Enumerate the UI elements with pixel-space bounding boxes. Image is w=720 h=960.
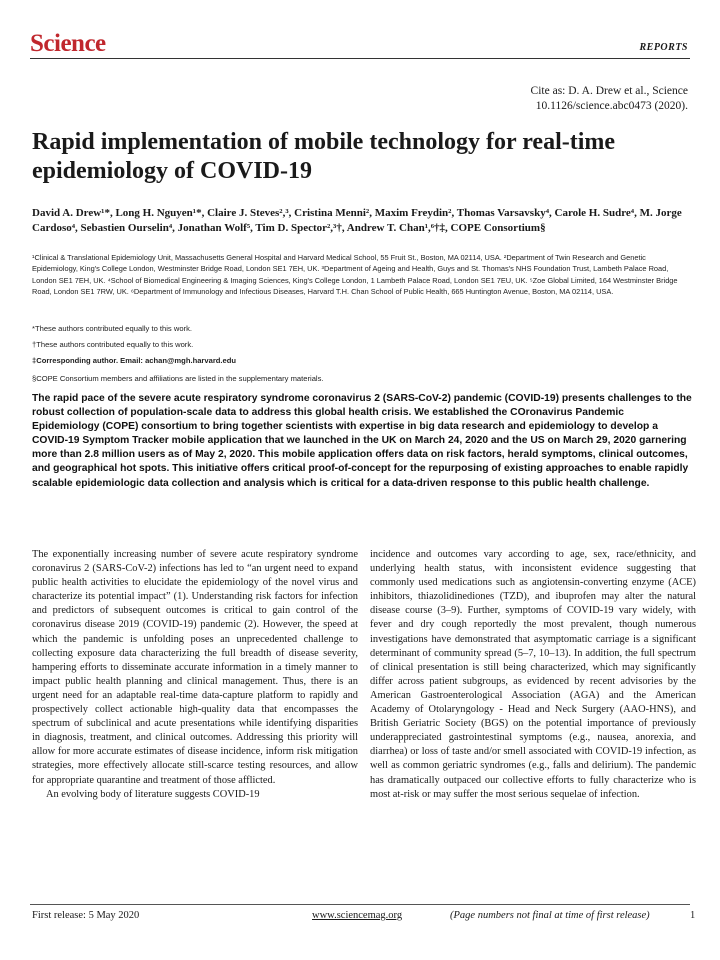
release-date: First release: 5 May 2020	[32, 910, 140, 921]
citation-line-2: 10.1126/science.abc0473 (2020).	[535, 99, 688, 112]
body-paragraph: An evolving body of literature suggests COVID-19	[46, 788, 260, 800]
equal-contribution-note-2: †These authors contributed equally to this work.	[32, 340, 194, 349]
article-title: Rapid implementation of mobile technology for real-time epidemiology of COVID-19	[32, 129, 616, 184]
page-number: 1	[690, 910, 696, 921]
author-list: David A. Drew¹*, Long H. Nguyen¹*, Claire J. Steves²,³, Cristina Menni², Maxim Freydin², Thomas Varsavsky⁴, Carole H. Sudre⁴, M. Jorge Cardoso⁴, Sebastien Ourselin⁴, Jonathan Wolf⁵, Tim D. Spector²,³†, Andrew T. Chan¹,⁶†‡, COPE Consortium§	[32, 207, 682, 234]
affiliations: ¹Clinical & Translational Epidemiology Unit, Massachusetts General Hospital and Harvard Medical School, 55 Fruit St., Boston, MA 02114, USA. ²Department of Twin Research and Genetic Epidemiology, King's College London, Westminster Bridge Road, London SE1 7EH, UK. ³Department of Ageing and Health, Guys and St. Thomas's NHS Foundation Trust, Lambeth Palace Road, London SE1 7EH, UK. ⁴School of Biomedical Engineering & Imaging Sciences, King's College London, 1 Lambeth Palace Road, London SE1 7EU, UK. ⁵Zoe Global Limited, 164 Westminster Bridge Road, London SE1 7RW, UK. ⁶Department of Immunology and Infectious Diseases, Harvard T.H. Chan School of Public Health, 665 Huntington Avenue, Boston, MA 02114, USA.	[32, 253, 678, 296]
corresponding-author-note: ‡Corresponding author. Email: achan@mgh.harvard.edu	[32, 356, 237, 365]
footer-divider	[30, 904, 690, 905]
body-paragraph: incidence and outcomes vary according to age, sex, race/ethnicity, and underlying health status, with inconsistent evidence suggesting that commonly used medications such as angiotensin-converting enzyme (ACE) inhibitors, thiazolidinediones (TZD), and ibuprofen may alter the natural disease course (3–9). Further, symptoms of COVID-19 vary widely, with fever and dry cough reportedly the most prevalent, though numerous investigations have demonstrated that asymptomatic carriage is a significant determinant of community spread (5–7, 10–13). In addition, the full spectrum of clinical presentation is still being characterized, which may significantly differ across patient subgroups, as evidenced by recent advisories by the American Gastroenterological Association (AGA) and the American Academy of Otolaryngology - Head and Neck Surgery (AAO-HNS), and British Geriatric Society (BGS) on the potential importance of previously underappreciated gastrointestinal symptoms (e.g., nausea, anorexia, and diarrhea) or loss of taste and/or smell associated with COVID-19 infection, as well as common geriatric syndromes (e.g., falls and delirium). The pandemic has dramatically outpaced our collective efforts to fully characterize who is most at-risk or may suffer the most serious sequelae of infection.	[370, 549, 696, 800]
body-column-right	[370, 548, 696, 802]
body-column-left	[32, 548, 358, 802]
journal-website-link[interactable]: www.sciencemag.org	[312, 910, 403, 921]
page-number-disclaimer: (Page numbers not final at time of first release)	[450, 910, 650, 921]
equal-contribution-note: *These authors contributed equally to this work.	[32, 324, 192, 333]
body-paragraph: The exponentially increasing number of severe acute respiratory syndrome coronavirus 2 (SARS-CoV-2) infections has led to “an urgent need to expand public health activities to elucidate the epidemiology of the novel virus and characterize its potential impact” (1). Understanding risk factors for infection and predictors of subsequent outcomes is critical to gain control of the coronavirus disease 2019 (COVID-19) pandemic (2). However, the speed at which the pandemic is unfolding poses an unprecedented challenge to collecting exposure data characterizing the full breadth of disease severity, hampering efforts to disseminate accurate information in a timely manner to impact public health planning and clinical management. Thus, there is an urgent need for an adaptable real-time data-capture platform to rapidly and prospectively collect actionable high-quality data that encompasses the spectrum of subclinical and acute presentations while identifying disparities in diagnosis, treatment, and clinical outcomes. Addressing this priority will allow for more accurate estimates of disease incidence, inform risk mitigation strategies, more effectively allocate still-scarce testing resources, and allow for appropriate quarantine and treatment of those afflicted.	[32, 549, 358, 786]
citation-block	[388, 84, 688, 113]
section-label: REPORTS	[639, 42, 688, 53]
header-divider	[30, 58, 690, 59]
journal-logo: Science	[30, 30, 106, 57]
abstract: The rapid pace of the severe acute respiratory syndrome coronavirus 2 (SARS-CoV-2) pandemic (COVID-19) presents challenges to the robust collection of population-scale data to address this global health crisis. We established the COronavirus Pandemic Epidemiology (COPE) consortium to bring together scientists with expertise in big data research and epidemiology to develop a COVID-19 Symptom Tracker mobile application that we launched in the UK on March 24, 2020 and the US on March 29, 2020 garnering more than 2.8 million users as of May 2, 2020. This mobile application offers data on risk factors, herald symptoms, clinical outcomes, and geographical hot spots. This initiative offers critical proof-of-concept for the repurposing of existing approaches to enable rapidly scalable epidemiologic data collection and analysis which is critical for a data-driven response to this public health challenge.	[32, 393, 692, 489]
consortium-note: §COPE Consortium members and affiliations are listed in the supplementary materials.	[32, 374, 324, 383]
citation-line-1: Cite as: D. A. Drew et al., Science	[530, 85, 688, 97]
